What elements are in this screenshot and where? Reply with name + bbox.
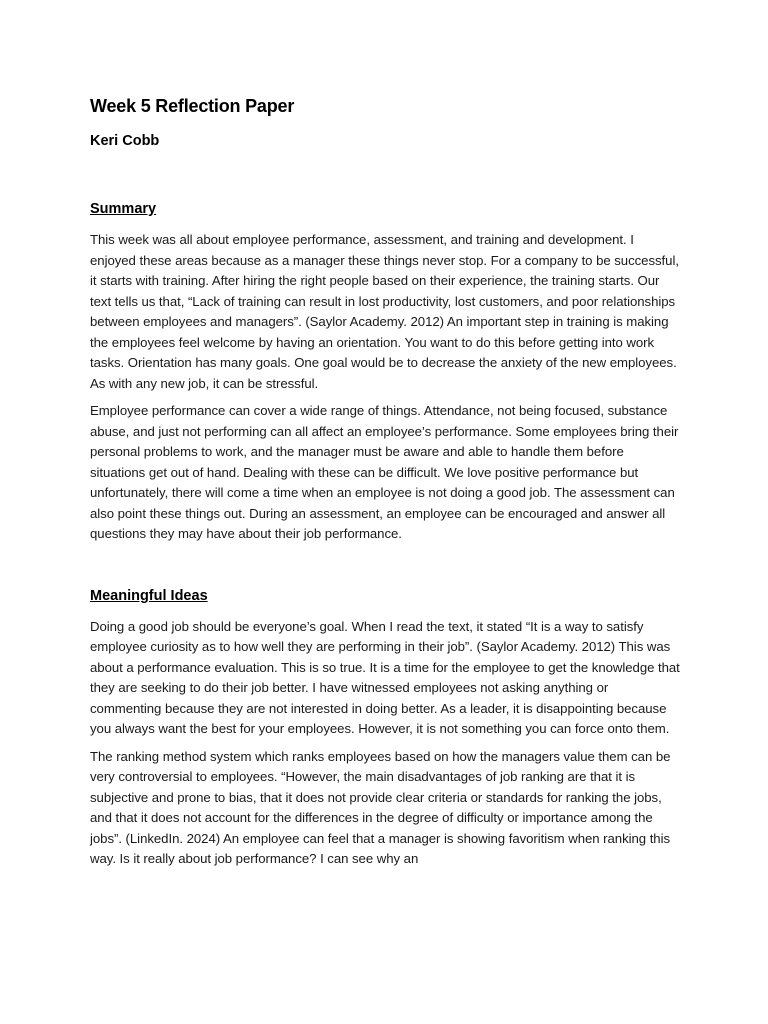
meaningful-ideas-heading: Meaningful Ideas (90, 587, 208, 604)
meaningful-ideas-paragraph-2: The ranking method system which ranks employees based on how the managers value them can be very controversial to employees. “However, the main disadvantages of job ranking are that it is subjective and prone to bias, that it does not provide clear criteria or standards for ranking the jobs, and that it does not account for the differences in the degree of difficulty or importance among the jobs”. (LinkedIn. 2024) An employee can feel that a manager is showing favoritism when ranking this way. Is it really about job performance? I can see why an (90, 748, 671, 866)
summary-paragraph-2: Employee performance can cover a wide range of things. Attendance, not being focused, substance abuse, and just not performing can all affect an employee’s performance. Some employees bring their personal problems to work, and the manager must be aware and able to handle them before situations get out of hand. Dealing with these can be difficult. We love positive performance but unfortunately, there will come a time when an employee is not doing a good job. The assessment can also point these things out. During an assessment, an employee can be encouraged and answer all questions they may have about their job performance. (90, 403, 679, 541)
summary-paragraph-1: This week was all about employee performance, assessment, and training and development. I enjoyed these areas because as a manager these things never stop. For a company to be successful, it starts with training. After hiring the right people based on their experience, the training starts. Our text tells us that, “Lack of training can result in lost productivity, lost customers, and poor relationships between employees and managers”. (Saylor Academy. 2012) An important step in training is making the employees feel welcome by having an orientation. You want to do this before getting into work tasks. Orientation has many goals. One goal would be to decrease the anxiety of the new employees. As with any new job, it can be stressful. (90, 232, 679, 391)
document-title: Week 5 Reflection Paper (90, 96, 295, 116)
author-name: Keri Cobb (90, 133, 160, 149)
document-page (90, 92, 680, 870)
summary-heading: Summary (90, 201, 157, 217)
meaningful-ideas-paragraph-1: Doing a good job should be everyone’s goal. When I read the text, it stated “It is a way to satisfy employee curiosity as to how well they are performing in their job”. (Saylor Academy. 2012) This was about a performance evaluation. This is so true. It is a time for the employee to get the knowledge that they are seeking to do their job better. I have witnessed employees not asking anything or commenting because they are not interested in doing better. As a leader, it is disappointing because you always want the best for your employees. However, it is not something you can force onto them. (90, 618, 680, 736)
